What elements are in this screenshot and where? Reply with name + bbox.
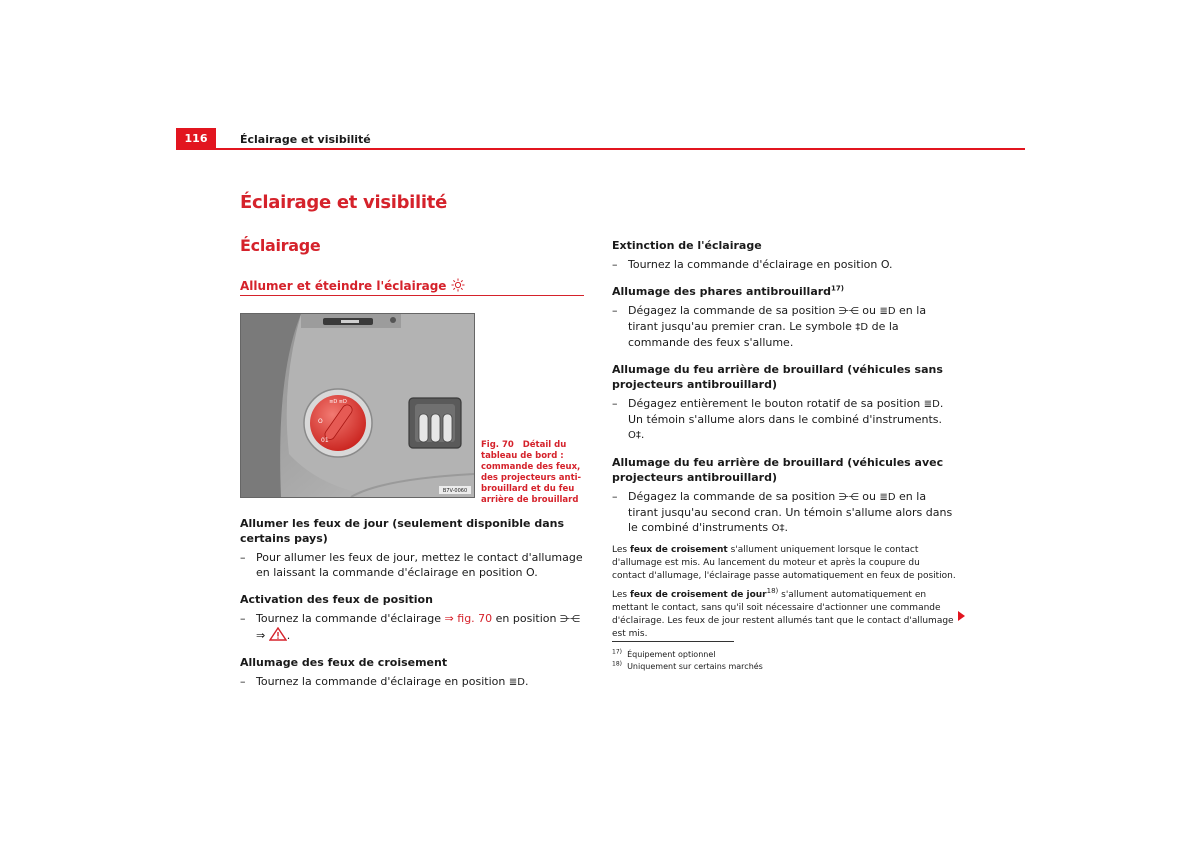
subsection-title-text: Allumer et éteindre l'éclairage [240, 279, 447, 293]
svg-text:≡D ≡D: ≡D ≡D [329, 399, 347, 405]
daytime-running-note: Les feux de croisement de jour$^{18)}$ s'allument automatiquement en mettant le contact, sans qu'il soit nécessaire d'actionner une commande d'éclairage. Les feux de jour restent allumés tant que le contact d'allumage est mis. [612, 587, 954, 639]
parking-light-icon: ⋺⋲ [559, 614, 580, 625]
knob-label-o: O [318, 418, 323, 425]
list-item: – Dégagez la commande de sa position ⋺⋲ ou ≣D en la tirant jusqu'au second cran. Un témoin s'allume alors dans le combiné d'instruments O‡. [612, 490, 953, 534]
parking-light-icon: ⋺⋲ [838, 492, 859, 503]
header-rule [176, 148, 1025, 150]
daytime-lights-heading: Allumer les feux de jour (seulement disponible dans certains pays) [240, 517, 565, 545]
figure-caption-text: Détail du tableau de bord : commande des feux, des projecteurs anti-brouillard et du feu arrière de brouillard [481, 440, 582, 505]
rear-fog-with-fog-lights-heading: Allumage du feu arrière de brouillard (véhicules avec projecteurs antibrouillard) [612, 456, 944, 484]
footnote-rule [612, 641, 734, 642]
sun-icon [451, 278, 465, 292]
low-beam-icon: ≣D [879, 492, 896, 503]
list-item: – Tournez la commande d'éclairage en position O. [612, 258, 893, 271]
list-item: – Dégagez la commande de sa position ⋺⋲ ou ≣D en la tirant jusqu'au premier cran. Le symbole ‡D de la commande des feux s'allume. [612, 304, 927, 349]
knob-label-01: 01 [321, 437, 329, 444]
page-number: 116 [176, 128, 216, 148]
lights-off-heading: Extinction de l'éclairage [612, 239, 762, 252]
figure-caption-number: Fig. 70 [481, 440, 514, 450]
running-header: Éclairage et visibilité [240, 133, 371, 146]
rear-fog-no-fog-lights-heading: Allumage du feu arrière de brouillard (véhicules sans projecteurs antibrouillard) [612, 363, 943, 391]
figure-image-code: B7V-0060 [442, 488, 468, 494]
footnote: $^{17)}$ Équipement optionnel [612, 648, 716, 659]
left-column [240, 516, 584, 702]
fog-lights-heading: Allumage des phares antibrouillard$^{17)}$ [612, 284, 844, 298]
list-item: – Tournez la commande d'éclairage ⇒ fig. 70 en position ⋺⋲ ⇒ . [240, 612, 580, 642]
section-title: Éclairage [240, 236, 321, 255]
parking-light-icon: ⋺⋲ [838, 306, 859, 317]
footnote: $^{18)}$ Uniquement sur certains marchés [612, 660, 763, 671]
dashboard-light-switch-figure [240, 313, 475, 498]
low-beam-heading: Allumage des feux de croisement [240, 656, 448, 669]
rear-fog-icon: O‡ [771, 523, 785, 534]
subsection-title [240, 278, 465, 293]
front-fog-icon: ‡D [855, 322, 869, 333]
dashboard-illustration [241, 314, 474, 497]
warning-triangle-icon [269, 627, 287, 641]
low-beam-icon: ≣D [923, 399, 940, 410]
footnotes [612, 649, 763, 673]
list-item: – Dégagez entièrement le bouton rotatif de sa position ≣D. Un témoin s'allume alors dans le combiné d'instruments. O‡. [612, 397, 944, 441]
rear-fog-icon: O‡ [628, 430, 641, 441]
right-column [612, 238, 956, 647]
subsection-rule [240, 295, 584, 296]
figure-caption [481, 440, 585, 506]
list-item: – Tournez la commande d'éclairage en position ≣D. [240, 675, 529, 688]
figure-reference-link[interactable]: ⇒ fig. 70 [444, 612, 493, 625]
continue-arrow-icon [958, 611, 965, 621]
low-beam-icon: ≣D [508, 677, 525, 688]
low-beam-icon: ≣D [879, 306, 896, 317]
chapter-title: Éclairage et visibilité [240, 192, 448, 213]
list-item: – Pour allumer les feux de jour, mettez le contact d'allumage en laissant la commande d'éclairage en position O. [240, 551, 583, 579]
low-beam-note: Les feux de croisement s'allument uniquement lorsque le contact d'allumage est mis. Au lancement du moteur et après la coupure du contact d'allumage, l'éclairage passe automatiquement en feux de position. [612, 545, 956, 581]
position-lights-heading: Activation des feux de position [240, 593, 433, 606]
